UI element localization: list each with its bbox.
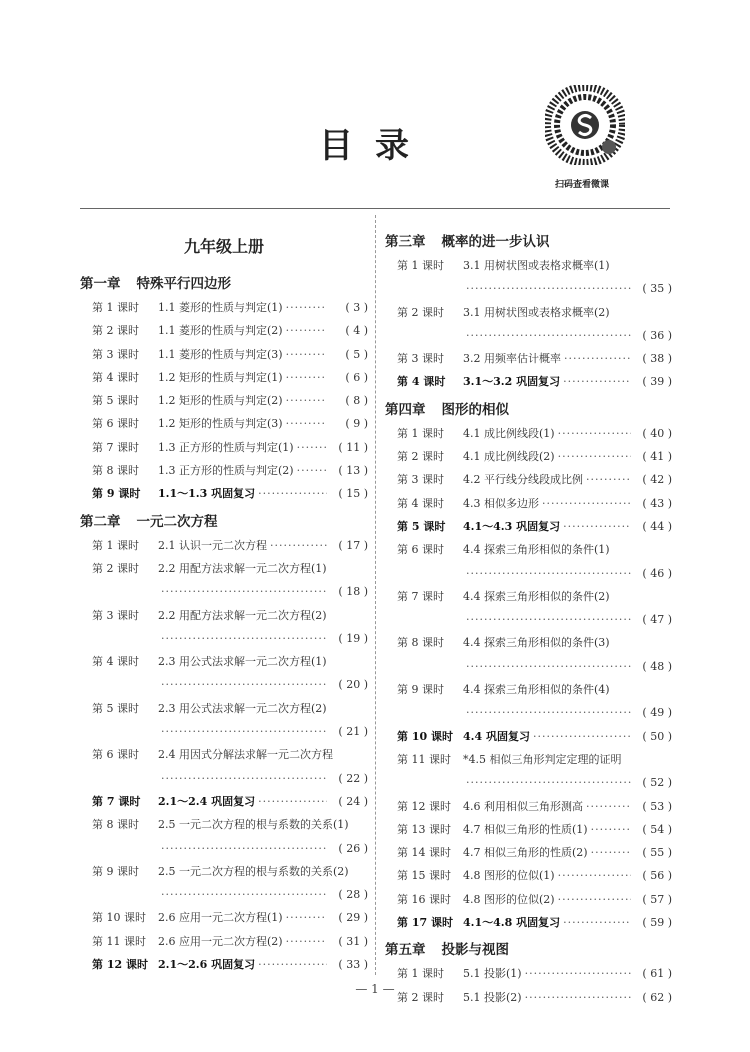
toc-entry[interactable] — [385, 301, 672, 324]
chapter-name: 概率的进一步认识 — [441, 234, 550, 250]
leader-dots — [161, 580, 327, 603]
lesson-title: 1.3 正方形的性质与判定(1) — [158, 440, 294, 454]
qr-caption: 扫码查看微课 — [555, 180, 610, 190]
page-ref: ( 41 ) — [642, 450, 672, 464]
lesson-label: 第 2 课时 — [92, 324, 139, 338]
lesson-label: 第 5 课时 — [397, 519, 446, 533]
chapter-heading — [385, 938, 672, 962]
lesson-label: 第 2 课时 — [397, 990, 444, 1004]
lesson-title: 4.4 探索三角形相似的条件(1) — [463, 543, 610, 557]
lesson-title: 4.4 探索三角形相似的条件(4) — [463, 683, 610, 697]
page-ref: ( 13 ) — [338, 464, 368, 478]
page-ref: ( 18 ) — [338, 585, 368, 599]
lesson-label: 第 4 课时 — [92, 655, 139, 669]
lesson-label: 第 2 课时 — [397, 305, 444, 319]
leader-dots — [161, 883, 327, 906]
toc-entry[interactable] — [385, 445, 672, 468]
leader-dots — [466, 324, 631, 347]
toc-entry[interactable] — [385, 725, 672, 748]
page-ref: ( 48 ) — [642, 659, 672, 673]
toc-entry[interactable] — [385, 748, 672, 771]
chapter-number: 第三章 — [385, 234, 426, 250]
leader-dots — [161, 627, 327, 650]
lesson-title: 2.6 应用一元二次方程(2) — [158, 934, 283, 948]
toc-entry[interactable] — [80, 790, 368, 813]
leader-dots — [558, 864, 631, 887]
leader-dots — [466, 655, 631, 678]
lesson-label: 第 6 课时 — [92, 417, 139, 431]
leader-dots — [466, 608, 631, 631]
page-ref: ( 38 ) — [642, 352, 672, 366]
lesson-title: 1.3 正方形的性质与判定(2) — [158, 464, 294, 478]
toc-entry-continuation[interactable] — [80, 673, 368, 696]
page-ref: ( 54 ) — [642, 822, 672, 836]
volume-heading: 九年级上册 — [183, 237, 264, 256]
toc-entry[interactable] — [80, 319, 368, 342]
toc-entry[interactable] — [385, 538, 672, 561]
leader-dots — [466, 701, 631, 724]
lesson-title: 4.1 成比例线段(2) — [463, 450, 555, 464]
chapter-heading — [385, 230, 672, 254]
lesson-label: 第 8 课时 — [397, 636, 444, 650]
toc-entry-continuation[interactable] — [80, 837, 368, 860]
chapter-number: 第五章 — [385, 942, 426, 959]
lesson-title: 2.3 用公式法求解一元二次方程(1) — [158, 655, 327, 669]
chapter-number: 第一章 — [80, 276, 121, 292]
lesson-label: 第 8 课时 — [92, 464, 139, 478]
page-ref: ( 40 ) — [642, 426, 672, 440]
page-ref: ( 43 ) — [642, 496, 672, 510]
page-ref: ( 24 ) — [338, 794, 368, 808]
toc-entry[interactable] — [80, 389, 368, 412]
lesson-label: 第 1 课时 — [397, 426, 444, 440]
lesson-title: 1.1 菱形的性质与判定(2) — [158, 324, 283, 338]
lesson-label: 第 2 课时 — [92, 561, 139, 575]
page-ref: ( 5 ) — [345, 347, 368, 361]
lesson-title: 1.2 矩形的性质与判定(2) — [158, 394, 283, 408]
lesson-title: 2.3 用公式法求解一元二次方程(2) — [158, 701, 327, 715]
toc-left-column — [80, 232, 368, 976]
leader-dots — [586, 468, 631, 491]
leader-dots — [558, 888, 631, 911]
toc-entry-continuation[interactable] — [385, 277, 672, 300]
lesson-label: 第 11 课时 — [92, 934, 146, 948]
lesson-title: 2.5 一元二次方程的根与系数的关系(2) — [158, 864, 349, 878]
toc-entry[interactable] — [80, 906, 368, 929]
leader-dots — [286, 366, 327, 389]
page-ref: ( 35 ) — [642, 282, 672, 296]
lesson-label: 第 9 课时 — [397, 683, 444, 697]
lesson-label: 第 5 课时 — [92, 394, 139, 408]
toc-entry-continuation[interactable] — [385, 655, 672, 678]
leader-dots — [161, 720, 327, 743]
lesson-title: 4.7 相似三角形的性质(2) — [463, 846, 588, 860]
lesson-label: 第 9 课时 — [92, 864, 139, 878]
toc-entry[interactable] — [80, 930, 368, 953]
toc-entry[interactable] — [385, 585, 672, 608]
toc-entry[interactable] — [80, 697, 368, 720]
toc-entry[interactable] — [80, 482, 368, 505]
leader-dots — [286, 343, 327, 366]
lesson-label: 第 14 课时 — [397, 846, 451, 860]
page-ref: ( 3 ) — [345, 301, 368, 314]
toc-entry[interactable] — [385, 888, 672, 911]
lesson-title: 1.1 菱形的性质与判定(3) — [158, 347, 283, 361]
leader-dots — [542, 492, 631, 515]
leader-dots — [286, 906, 327, 929]
lesson-label: 第 3 课时 — [397, 352, 444, 366]
toc-entry[interactable] — [385, 347, 672, 370]
lesson-label: 第 12 课时 — [92, 958, 148, 972]
lesson-label: 第 1 课时 — [397, 259, 444, 272]
toc-entry[interactable] — [80, 743, 368, 766]
lesson-label: 第 6 课时 — [92, 748, 139, 762]
chapter-name: 投影与视图 — [441, 942, 509, 959]
lesson-title: 1.1～1.3 巩固复习 — [158, 487, 256, 501]
lesson-label: 第 7 课时 — [397, 589, 444, 603]
toc-entry[interactable] — [80, 953, 368, 976]
lesson-label: 第 1 课时 — [92, 301, 139, 314]
page-ref: ( 9 ) — [345, 417, 368, 431]
lesson-label: 第 13 课时 — [397, 822, 451, 836]
chapter-name: 一元二次方程 — [136, 513, 218, 530]
chapter-name: 特殊平行四边形 — [136, 276, 231, 292]
page-ref: ( 19 ) — [338, 631, 368, 645]
page-ref: ( 55 ) — [642, 846, 672, 860]
page-ref: ( 46 ) — [642, 566, 672, 580]
lesson-label: 第 3 课时 — [92, 608, 139, 622]
toc-entry[interactable] — [385, 864, 672, 887]
toc-entry[interactable] — [385, 370, 672, 393]
toc-entry-continuation[interactable] — [80, 720, 368, 743]
lesson-title: 2.5 一元二次方程的根与系数的关系(1) — [158, 818, 349, 832]
lesson-title: 4.2 平行线分线段成比例 — [463, 473, 583, 487]
lesson-title: 3.1～3.2 巩固复习 — [463, 375, 561, 389]
page-ref: ( 6 ) — [345, 370, 368, 384]
toc-entry-continuation[interactable] — [385, 562, 672, 585]
leader-dots — [297, 459, 327, 482]
leader-dots — [466, 562, 631, 585]
lesson-label: 第 1 课时 — [397, 967, 444, 981]
toc-entry-continuation[interactable] — [385, 608, 672, 631]
lesson-title: 3.2 用频率估计概率 — [463, 352, 561, 366]
page-ref: ( 39 ) — [642, 375, 672, 389]
leader-dots — [533, 725, 631, 748]
toc-entry[interactable] — [80, 412, 368, 435]
toc-entry-continuation[interactable] — [385, 324, 672, 347]
chapter-heading — [80, 510, 368, 534]
page-ref: ( 49 ) — [642, 706, 672, 720]
leader-dots — [563, 911, 631, 934]
lesson-label: 第 3 课时 — [92, 347, 139, 361]
lesson-title: 4.1～4.8 巩固复习 — [463, 916, 561, 930]
toc-entry-continuation[interactable] — [80, 767, 368, 790]
page-number: — 1 — — [355, 982, 395, 996]
leader-dots — [161, 767, 327, 790]
toc-entry[interactable] — [80, 459, 368, 482]
leader-dots — [466, 771, 631, 794]
toc-entry[interactable] — [385, 841, 672, 864]
lesson-title: *4.5 相似三角形判定定理的证明 — [463, 752, 622, 766]
page-ref: ( 47 ) — [642, 613, 672, 627]
leader-dots — [286, 930, 327, 953]
lesson-title: 1.2 矩形的性质与判定(1) — [158, 370, 283, 384]
toc-entry-continuation[interactable] — [385, 701, 672, 724]
lesson-title: 3.1 用树状图或表格求概率(1) — [463, 259, 610, 272]
lesson-label: 第 10 课时 — [397, 729, 453, 743]
toc-entry[interactable] — [80, 860, 368, 883]
page-ref: ( 28 ) — [338, 888, 368, 902]
lesson-title: 4.4 巩固复习 — [463, 729, 530, 743]
toc-entry[interactable] — [385, 678, 672, 701]
lesson-label: 第 15 课时 — [397, 869, 451, 883]
leader-dots — [258, 790, 327, 813]
leader-dots — [286, 389, 327, 412]
toc-entry-continuation[interactable] — [80, 627, 368, 650]
toc-entry[interactable] — [80, 296, 368, 319]
lesson-title: 4.7 相似三角形的性质(1) — [463, 822, 588, 836]
toc-entry[interactable] — [385, 468, 672, 491]
toc-entry[interactable] — [80, 343, 368, 366]
lesson-label: 第 1 课时 — [92, 538, 139, 552]
page-ref: ( 4 ) — [345, 324, 368, 338]
lesson-label: 第 12 课时 — [397, 799, 451, 813]
lesson-title: 2.4 用因式分解法求解一元二次方程 — [158, 748, 333, 762]
lesson-title: 4.8 图形的位似(2) — [463, 892, 555, 906]
lesson-label: 第 9 课时 — [92, 487, 141, 501]
toc-right-column — [385, 226, 672, 1009]
toc-entry[interactable] — [80, 813, 368, 836]
toc-entry[interactable] — [385, 818, 672, 841]
leader-dots — [286, 319, 327, 342]
page-ref: ( 52 ) — [642, 776, 672, 790]
lesson-label: 第 10 课时 — [92, 911, 146, 925]
page-title: 目录 — [319, 126, 431, 166]
chapter-heading — [80, 272, 368, 296]
leader-dots — [591, 841, 631, 864]
leader-dots — [558, 422, 631, 445]
chapter-name: 图形的相似 — [441, 401, 509, 418]
leader-dots — [258, 953, 327, 976]
leader-dots — [466, 277, 631, 300]
lesson-label: 第 6 课时 — [397, 543, 444, 557]
page-ref: ( 44 ) — [642, 519, 672, 533]
leader-dots — [563, 370, 631, 393]
lesson-title: 4.3 相似多边形 — [463, 496, 539, 510]
page-ref: ( 59 ) — [642, 916, 672, 930]
lesson-title: 2.1～2.6 巩固复习 — [158, 958, 256, 972]
lesson-label: 第 7 课时 — [92, 440, 139, 454]
toc-entry[interactable] — [80, 557, 368, 580]
lesson-title: 5.1 投影(2) — [463, 990, 522, 1004]
leader-dots — [286, 296, 327, 319]
page-ref: ( 21 ) — [338, 725, 368, 739]
toc-entry-continuation[interactable] — [80, 883, 368, 906]
column-divider — [375, 215, 376, 975]
lesson-label: 第 4 课时 — [92, 370, 139, 384]
lesson-title: 5.1 投影(1) — [463, 967, 522, 981]
lesson-title: 4.6 利用相似三角形测高 — [463, 799, 583, 813]
lesson-title: 1.1 菱形的性质与判定(1) — [158, 301, 283, 314]
page-ref: ( 11 ) — [338, 440, 368, 454]
toc-entry[interactable] — [80, 604, 368, 627]
lesson-label: 第 4 课时 — [397, 375, 446, 389]
toc-entry-continuation[interactable] — [80, 580, 368, 603]
lesson-label: 第 3 课时 — [397, 473, 444, 487]
chapter-number: 第二章 — [80, 513, 121, 530]
lesson-label: 第 4 课时 — [397, 496, 444, 510]
lesson-label: 第 8 课时 — [92, 818, 139, 832]
page-ref: ( 31 ) — [338, 934, 368, 948]
leader-dots — [564, 347, 631, 370]
page-ref: ( 15 ) — [338, 487, 368, 501]
leader-dots — [586, 795, 631, 818]
page-ref: ( 29 ) — [338, 911, 368, 925]
leader-dots — [161, 837, 327, 860]
page-ref: ( 8 ) — [345, 394, 368, 408]
page-ref: ( 26 ) — [338, 841, 368, 855]
lesson-title: 2.1～2.4 巩固复习 — [158, 794, 256, 808]
page-ref: ( 36 ) — [642, 328, 672, 342]
toc-entry[interactable] — [385, 515, 672, 538]
leader-dots — [161, 673, 327, 696]
toc-entry[interactable] — [80, 534, 368, 557]
lesson-title: 4.4 探索三角形相似的条件(2) — [463, 589, 610, 603]
toc-entry[interactable] — [80, 436, 368, 459]
page-ref: ( 53 ) — [642, 799, 672, 813]
page-ref: ( 42 ) — [642, 473, 672, 487]
lesson-title: 2.6 应用一元二次方程(1) — [158, 911, 283, 925]
leader-dots — [591, 818, 631, 841]
page-ref: ( 62 ) — [642, 990, 672, 1004]
leader-dots — [258, 482, 327, 505]
lesson-label: 第 5 课时 — [92, 701, 139, 715]
page-ref: ( 33 ) — [338, 958, 368, 972]
lesson-label: 第 16 课时 — [397, 892, 451, 906]
lesson-title: 4.1～4.3 巩固复习 — [463, 519, 561, 533]
toc-entry[interactable] — [385, 254, 672, 277]
page-ref: ( 22 ) — [338, 771, 368, 785]
page-ref: ( 56 ) — [642, 869, 672, 883]
lesson-label: 第 17 课时 — [397, 916, 453, 930]
leader-dots — [286, 412, 327, 435]
toc-entry-continuation[interactable] — [385, 771, 672, 794]
qr-code-icon[interactable] — [545, 85, 625, 165]
toc-entry[interactable] — [80, 650, 368, 673]
lesson-title: 2.2 用配方法求解一元二次方程(2) — [158, 608, 327, 622]
lesson-title: 4.8 图形的位似(1) — [463, 869, 555, 883]
toc-entry[interactable] — [385, 631, 672, 654]
page-ref: ( 20 ) — [338, 678, 368, 692]
lesson-label: 第 11 课时 — [397, 752, 451, 766]
page-ref: ( 61 ) — [642, 967, 672, 981]
toc-entry[interactable] — [385, 422, 672, 445]
chapter-heading — [385, 398, 672, 422]
lesson-title: 2.2 用配方法求解一元二次方程(1) — [158, 561, 327, 575]
lesson-label: 第 2 课时 — [397, 450, 444, 464]
toc-entry[interactable] — [385, 795, 672, 818]
lesson-label: 第 7 课时 — [92, 794, 141, 808]
leader-dots — [297, 436, 327, 459]
lesson-title: 3.1 用树状图或表格求概率(2) — [463, 305, 610, 319]
page-ref: ( 57 ) — [642, 892, 672, 906]
header-divider — [80, 208, 670, 209]
toc-entry[interactable] — [385, 492, 672, 515]
lesson-title: 4.1 成比例线段(1) — [463, 426, 555, 440]
leader-dots — [270, 534, 327, 557]
chapter-number: 第四章 — [385, 401, 426, 418]
leader-dots — [558, 445, 631, 468]
page-ref: ( 50 ) — [642, 729, 672, 743]
lesson-title: 1.2 矩形的性质与判定(3) — [158, 417, 283, 431]
lesson-title: 2.1 认识一元二次方程 — [158, 538, 267, 552]
lesson-title: 4.4 探索三角形相似的条件(3) — [463, 636, 610, 650]
toc-entry[interactable] — [385, 911, 672, 934]
leader-dots — [563, 515, 631, 538]
toc-entry[interactable] — [80, 366, 368, 389]
page-ref: ( 17 ) — [338, 538, 368, 552]
